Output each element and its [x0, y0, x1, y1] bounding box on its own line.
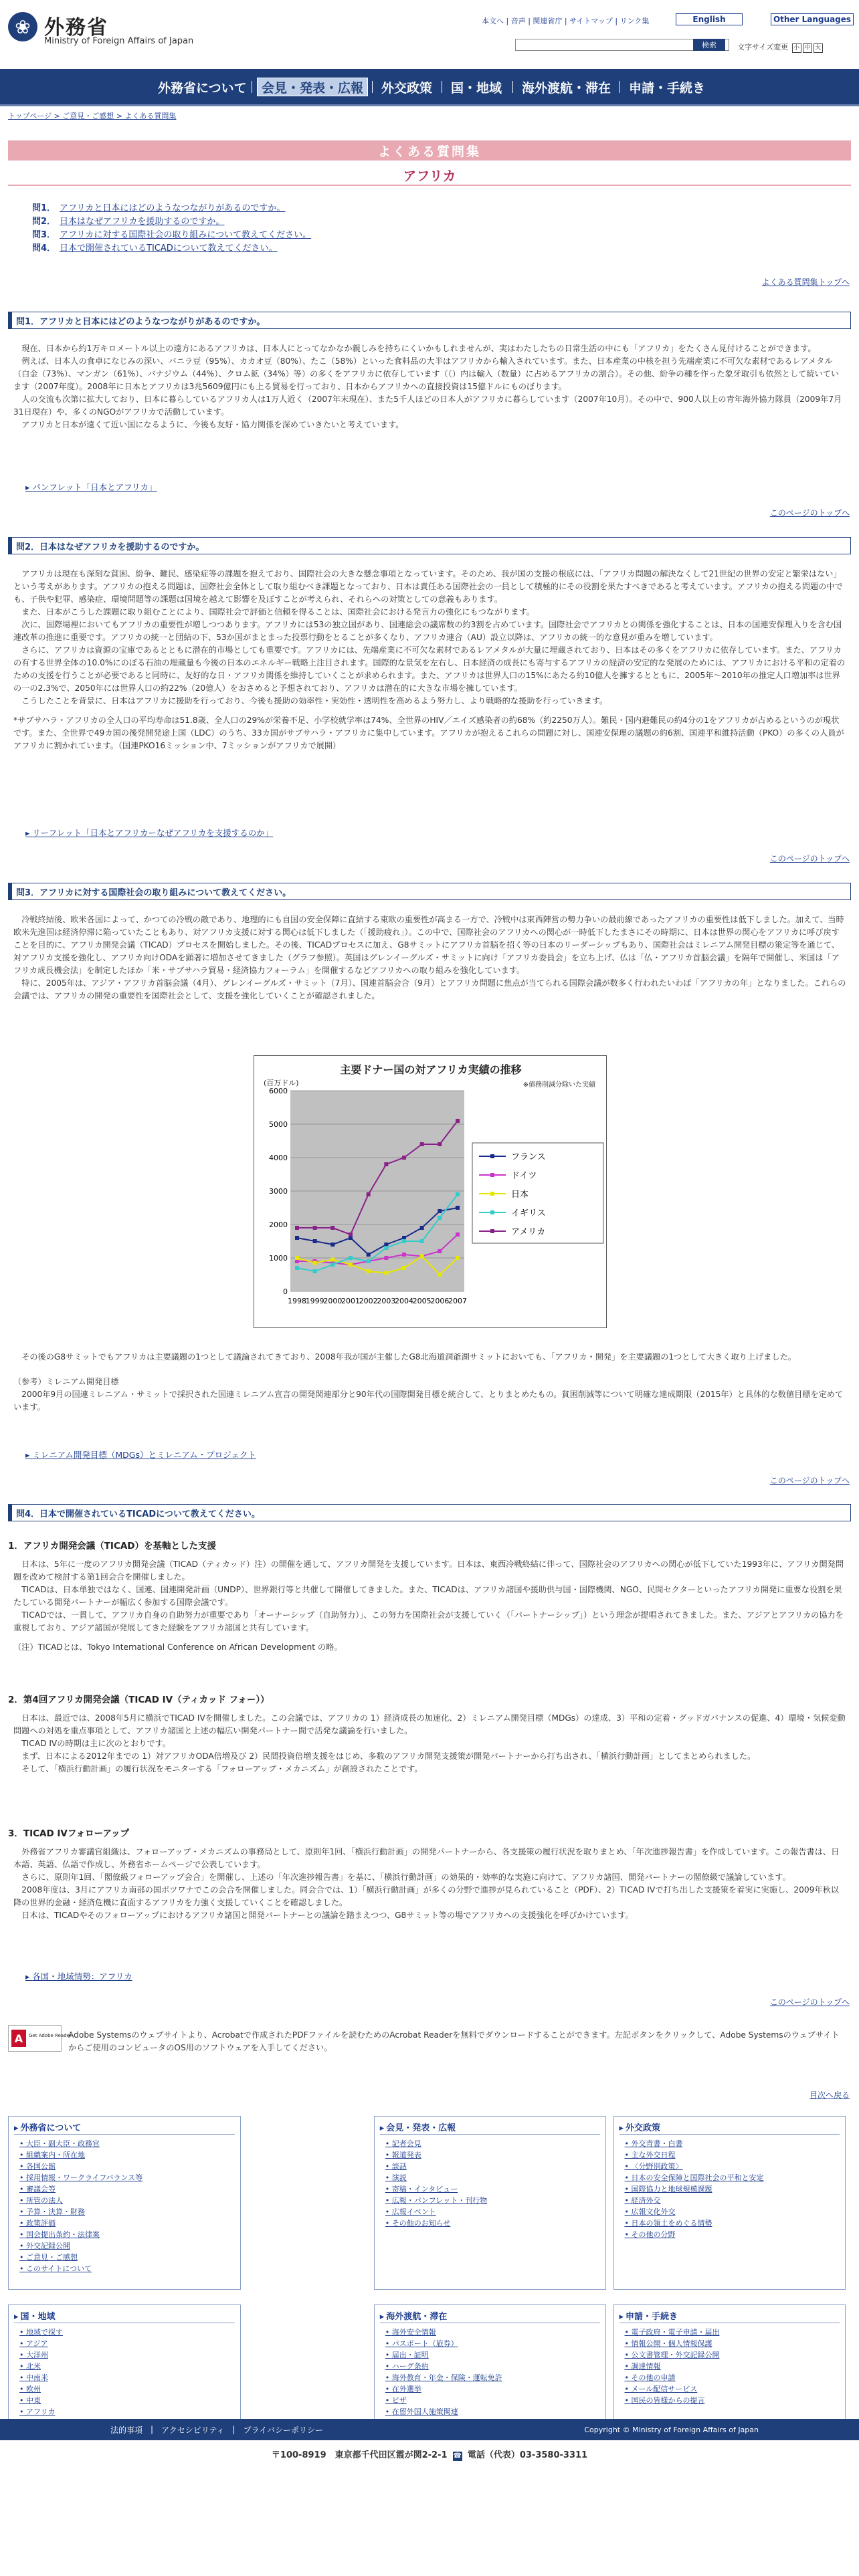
q4-section-3-body	[13, 1846, 846, 1922]
nav-travel[interactable]: 海外渡航・滞在	[522, 80, 611, 96]
logo-title: 外務省	[44, 16, 108, 39]
footer-col-5	[374, 2304, 607, 2432]
footer-link[interactable]: • このサイトについて	[19, 2263, 142, 2274]
q4-note: （注）TICADとは、Tokyo International Conference on African Development の略。	[13, 1642, 343, 1652]
legend-marker	[490, 1154, 494, 1158]
footer-col-title[interactable]: ▸ 外務省について	[14, 2121, 81, 2133]
q2-paragraph: 次に、国際場裡においてもアフリカの重要性が増しつつあります。アフリカには53の独立国があり、国連総会の議席数の約3割を占めています。国際社会でアフリカとの関係を強化することは、日本の国連安保理入りを含む国連改革の推進に重要です。アフリカの統一と団結の下、53か国がまとまった投票行動をとることが多くなり、アフリカ連合（AU）設立以降は、アフリカの統一的な意見が重みを増しています。	[13, 620, 842, 642]
y-tick-label: 3000	[269, 1187, 288, 1196]
data-point	[420, 1142, 424, 1146]
q2-leaflet-link[interactable]: ▸ リーフレット「日本とアフリカーなぜアフリカを支援するのか」	[25, 827, 273, 839]
toc-link[interactable]: アフリカと日本にはどのようなつながりがあるのですか。	[60, 203, 286, 213]
footer-link[interactable]: • 日本の安全保障と国際社会の平和と安定	[625, 2172, 764, 2183]
footer-link[interactable]: • 大臣・副大臣・政務官	[19, 2138, 142, 2149]
footer-link[interactable]: • 予算・決算・財務	[19, 2206, 142, 2218]
data-point	[402, 1253, 406, 1257]
toc-item-q1[interactable]	[32, 201, 311, 214]
q1-heading: 問1．アフリカと日本にはどのようなつながりがあるのですか。	[8, 312, 851, 329]
footer-link[interactable]: • その他のお知らせ	[385, 2218, 487, 2229]
site-header	[0, 0, 859, 69]
q2-paragraph: また、日本がこうした課題に取り組むことにより、国際社会で評価と信頼を得ることは、国際社会における発言力の強化にもつながります。	[21, 607, 535, 617]
footer-link[interactable]: • 報道発表	[385, 2149, 487, 2161]
svg-text:A: A	[14, 2032, 23, 2045]
q4-paragraph: 日本は、TICADやそのフォローアップにおけるアフリカ諸国と開発パートナーとの議論を踏まえつつ、G8サミット等の場でアフリカへの支援強化を呼びかけています。	[21, 1911, 634, 1920]
data-point	[295, 1226, 299, 1230]
q3-paragraph: その後のG8サミットでもアフリカは主要議題の1つとして議論されてきており、2008年我が国が主催したG8北海道洞爺湖サミットにおいても、「アフリカ・開発」を主要議題の1つとして大きく取り上げました。	[21, 1352, 796, 1362]
data-point	[313, 1261, 317, 1265]
data-point	[402, 1239, 406, 1243]
chart-subtitle: ※債務削減分除いた実績	[522, 1081, 595, 1089]
x-tick-label: 2002	[359, 1297, 378, 1305]
footer-col-divider	[14, 2134, 235, 2135]
footer-col-title[interactable]: ▸ 申請・手続き	[619, 2309, 678, 2322]
data-point	[367, 1192, 371, 1196]
toc-item-q2[interactable]	[32, 214, 311, 227]
data-point	[438, 1249, 442, 1253]
y-tick-label: 4000	[269, 1154, 288, 1162]
footer-link[interactable]: • 大洋州	[19, 2349, 63, 2361]
q2-paragraph: さらに、アフリカは資源の宝庫であるとともに潜在的市場としても重要です。アフリカには、先端産業に不可欠な素材であるレアメタルが大量に埋蔵されており、日本はその多くをアフリカに依存しています。また、アフリカの有する世界全体の10.0%にのぼる石油の埋蔵量も今後の日本のエネルギー戦略上注目されます。国際的な景気を左右し、日本経済の成長にも寄与するアフリカの経済の安定的な発展のためには、アフリカにおける平和の定着のための支援を行うことが必要であると同時に、友好的な日・アフリカ関係を維持していくことが求められます。また、アフリカは世界人口の15%にあたる約10億人を擁するとともに、2005年〜2010年の推定人口増加率は世界の一の2.3%で、2050年には世界人口の約22%（20億人）をおさめると予想されており、アフリカは潜在的に大きな市場を擁しています。	[13, 645, 846, 693]
data-point	[456, 1119, 460, 1123]
title-underline	[8, 185, 851, 186]
nav-policy[interactable]: 外交政策	[381, 80, 433, 96]
q3-ref-text: 2000年9月の国連ミレニアム・サミットで採択された国連ミレニアム宣言の開発関連部分と90年代の国際開発目標を統合して、とりまとめたもの。貧困削減等について明確な達成期限（2015年）と具体的な数値目標を定めています。	[13, 1390, 844, 1412]
q4-paragraph: 外務省アフリカ審議官組織は、フォローアップ・メカニズムの事務局として、原則年1回、「横浜行動計画」の開発パートナーから、各支援策の履行状況を取りまとめ、「年次進捗報告書」を作成しています。この報告書は、日本語、英語、仏語で作成し、外務省ホームページで公表しています。	[13, 1847, 840, 1869]
section-band: よくある質問集	[8, 140, 851, 160]
data-point	[313, 1269, 317, 1273]
data-point	[438, 1209, 442, 1213]
data-point	[313, 1239, 317, 1243]
logo-subtitle: Ministry of Foreign Affairs of Japan	[44, 36, 194, 46]
footer-link[interactable]: • 在留外国人施策関連	[385, 2406, 502, 2418]
utility-links[interactable]	[482, 15, 649, 26]
data-point	[384, 1246, 388, 1250]
footer-link[interactable]: • パスポート（旅券）	[385, 2338, 502, 2349]
footer-link[interactable]: • 情報公開・個人情報保護	[625, 2338, 720, 2349]
q1-body	[13, 342, 846, 431]
q4-heading: 問4．日本で開催されているTICADについて教えてください。	[8, 1504, 851, 1521]
legend-label: フランス	[511, 1152, 546, 1162]
legend-label: ドイツ	[511, 1171, 537, 1181]
search-button[interactable]: 検索	[693, 39, 725, 51]
data-point	[438, 1142, 442, 1146]
legend-label: 日本	[511, 1190, 529, 1200]
footer-col-divider	[380, 2134, 601, 2135]
page-title: アフリカ	[403, 168, 456, 184]
data-point	[295, 1236, 299, 1240]
footer-link[interactable]: • ビザ	[385, 2395, 502, 2406]
footer-link[interactable]: • 広報イベント	[385, 2206, 487, 2218]
toc-link[interactable]: アフリカに対する国際社会の取り組みについて教えてください。	[60, 230, 312, 240]
footer-link[interactable]: • 海外教育・年金・保険・運転免許	[385, 2372, 502, 2383]
q3-mdgs-link[interactable]: ▸ ミレニアム開発目標（MDGs）とミレニアム・プロジェクト	[25, 1448, 256, 1461]
y-tick-label: 2000	[269, 1220, 288, 1229]
q4-section-2-body	[13, 1712, 846, 1776]
footer-link-legal[interactable]: 法的事項	[110, 2425, 143, 2435]
footer-link[interactable]: • 調達情報	[625, 2361, 720, 2372]
footer-link[interactable]: • 外交記録公開	[19, 2240, 142, 2252]
footer-link[interactable]: • 在外選挙	[385, 2383, 502, 2395]
data-point	[349, 1263, 353, 1267]
q1-paragraph: 人の交流も次第に拡大しており、日本に暮らしているアフリカ人は1万人近く（2007年末現在）、また5千人ほどの日本人がアフリカに暮らしています（2007年10月）。その中で、900人以上の青年海外協力隊員（2009年7月31日現在）や、多くのNGOがアフリカで活動しています。	[13, 395, 842, 417]
q4-section-3-title: 3．TICAD IVフォローアップ	[8, 1828, 130, 1839]
q4-paragraph: TICADでは、一貫して、アフリカ自身の自助努力が重要であり「オーナーシップ（自助努力）」、この努力を国際社会が支援していく（「パートナーシップ」）という理念が提唱されてきました。また、アジアとアフリカの協力を重視しており、アジア諸国が発展してきた経験をアフリカ諸国と共有しています。	[13, 1610, 844, 1632]
q1-paragraph: アフリカと日本が遠くて近い国になるように、今後も友好・協力関係を深めていきたいと考えています。	[21, 420, 404, 429]
toc-num: 問3．	[32, 230, 56, 240]
footer-link[interactable]: • 寄稿・インタビュー	[385, 2183, 487, 2195]
font-size-label: 文字サイズ変更	[737, 43, 789, 51]
toc-item-q3[interactable]	[32, 227, 311, 241]
footer-col-title[interactable]: ▸ 国・地域	[14, 2309, 56, 2322]
footer-link[interactable]: • 北米	[19, 2361, 63, 2372]
footer-link[interactable]: • その他の分野	[625, 2229, 764, 2240]
legend-marker	[490, 1210, 494, 1214]
footer-col-items	[19, 2138, 142, 2274]
x-tick-label: 2006	[430, 1297, 450, 1305]
footer-link[interactable]: • 電子政府・電子申請・届出	[625, 2327, 720, 2338]
footer-link[interactable]: • 届出・証明	[385, 2349, 502, 2361]
data-point	[402, 1156, 406, 1160]
footer-col-items	[625, 2327, 720, 2406]
footer-link[interactable]: • 〈分野別政策〉	[625, 2161, 764, 2172]
footer-col-items	[385, 2327, 502, 2429]
q4-paragraph: 日本は、最近では、2008年5月に横浜でTICAD IVを開催しました。この会議では、アフリカの 1）経済成長の加速化、2）ミレニアム開発目標（MDGs）の達成、3）平和の定着・グッドガバナンスの促進、4）環境・気候変動問題への対処を重点事項として、アフリカ諸国と上述の幅広い開発パートナー間で活発な議論を行いました。	[13, 1713, 846, 1735]
footer-col-items	[385, 2138, 487, 2229]
q3-ref-label: （参考）ミレニアム開発目標	[13, 1377, 119, 1386]
data-point	[402, 1266, 406, 1270]
address-text: 〒100-8919 東京都千代田区霞が関2-2-1	[271, 2450, 448, 2460]
phone-icon: ☎	[453, 2452, 462, 2460]
data-point	[313, 1226, 317, 1230]
footer-col-6	[613, 2304, 846, 2432]
data-point	[384, 1162, 388, 1166]
utility-links-text[interactable]: 本文へ | 音声 | 関連省庁 | サイトマップ | リンク集	[482, 17, 650, 25]
data-point	[330, 1258, 335, 1262]
nav-apply[interactable]: 申請・手続き	[629, 80, 706, 96]
chart-svg	[254, 1056, 607, 1329]
footer-link[interactable]: • 各国公館	[19, 2161, 142, 2172]
data-point	[420, 1239, 424, 1243]
global-nav	[0, 69, 859, 106]
phone-text: 電話（代表）03-3580-3311	[467, 2450, 588, 2460]
footer-link[interactable]: • 欧州	[19, 2383, 63, 2395]
footer-col-title[interactable]: ▸ 外交政策	[619, 2121, 661, 2133]
footer-sitemap	[8, 2116, 851, 2434]
english-button[interactable]: English	[676, 13, 743, 25]
toc-num: 問4．	[32, 243, 56, 253]
q2-paragraph: *サブサハラ・アフリカの全人口の平均寿命は51.8歳、全人口の29%が栄養不足、小学校就学率は74%、全世界のHIV／エイズ感染者の約68%（約2250万人）。難民・国内避難民の約4分の1をアフリカが占めるというのが現状です。また、全世界で49カ国の後発開発途上国（LDC）のうち、33カ国がサブサハラ・アフリカに集中しています。アフリカが抱えるこれらの問題に対し、国連安保理の議題の約6割、国連平和維持活動（PKO）の多くの人員がアフリカに割かれています。（国連PKO16ミッション中、7ミッションがアフリカで展開）	[13, 716, 844, 750]
q1-paragraph: 現在、日本から約1万キロメートル以上の遠方にあるアフリカは、日本人にとってなかなか親しみを持ちにくいかもしれませんが、実はわたしたちの日常生活の中にも「アフリカ」をたくさん見付けることができます。	[21, 344, 816, 353]
font-large-button[interactable]: 大	[814, 43, 823, 53]
nav-divider	[372, 81, 373, 93]
data-point	[384, 1256, 388, 1260]
legend-label: イギリス	[511, 1208, 546, 1218]
page-top-link[interactable]: このページのトップへ	[769, 1998, 850, 2007]
footer-link[interactable]: • 公文書管理・外交記録公開	[625, 2349, 720, 2361]
data-point	[456, 1232, 460, 1237]
q3-heading: 問3．アフリカに対する国際社会の取り組みについて教えてください。	[8, 883, 851, 900]
footer-link[interactable]: • 記者会見	[385, 2138, 487, 2149]
nav-about[interactable]: 外務省について	[158, 80, 247, 96]
data-point	[367, 1253, 371, 1257]
get-adobe-reader-button[interactable]	[8, 2025, 72, 2052]
q4-paragraph: TICADは、日本単独ではなく、国連、国連開発計画（UNDP）、世界銀行等と共催して開催してきました。また、TICADは、アフリカ諸国や援助供与国・国際機関、NGO、民間セクターといったアフリカ開発に重要な役割を果たしている開発パートナーが幅広く参加する国際会議です。	[13, 1585, 842, 1607]
data-point	[349, 1256, 353, 1260]
y-tick-label: 1000	[269, 1254, 288, 1263]
q2-paragraph: こうしたことを背景に、日本はアフリカに援助を行っており、今後も援助の効率性・実効性・透明性を高めるよう努力し、より戦略的な援助を行っていきます。	[21, 696, 608, 706]
donor-chart	[254, 1055, 607, 1328]
data-point	[438, 1273, 442, 1277]
emblem-icon: ❀	[8, 12, 37, 41]
footer-link[interactable]: • 所管の法人	[19, 2195, 142, 2206]
footer-link[interactable]: • 地域で探す	[19, 2327, 63, 2338]
footer-link[interactable]: • 政策評価	[19, 2218, 142, 2229]
footer-col-items	[625, 2138, 764, 2240]
q3-paragraph: 特に、2005年は、アジア・アフリカ首脳会議（4月）、グレンイーグルズ・サミット（7月）、国連首脳会合（9月）とアフリカ問題に焦点が当てられる国際会議が数多く行われたいわば「アフリカの年」となりました。これらの会議では、アフリカの開発の重要性を国際社会として、支援を強化していくことが確認されました。	[13, 978, 846, 1000]
q4-paragraph: さらに、原則年1回、「閣僚級フォローアップ会合」を開催し、上述の「年次進捗報告書」を基に、「横浜行動計画」の効果的・効率的な実施に向けて、アフリカ諸国、開発パートナーの閣僚級で議論しています。	[21, 1872, 791, 1882]
font-size-control	[737, 41, 823, 53]
copyright: Copyright © Ministry of Foreign Affairs of Japan	[584, 2425, 759, 2434]
page-top-link[interactable]: このページのトップへ	[769, 854, 850, 863]
footer-link[interactable]: • その他の申請	[625, 2372, 720, 2383]
footer-col-title[interactable]: ▸ 海外渡航・滞在	[380, 2309, 448, 2322]
footer-link[interactable]: • 国会提出条約・法律案	[19, 2229, 142, 2240]
toc-num: 問2．	[32, 217, 56, 227]
q4-section-1-title: 1．アフリカ開発会議（TICAD）を基軸とした支援	[8, 1541, 217, 1551]
footer-link[interactable]: • 主な外交日程	[625, 2149, 764, 2161]
q2-heading: 問2．日本はなぜアフリカを援助するのですか。	[8, 537, 851, 554]
q4-paragraph: 2008年度は、3月にアフリカ南部の国ボツワナでこの会合を開催しました。同会合では、1）「横浜行動計画」が多くの分野で進捗が見られていること（PDF）、2）TICAD IVで打ち出した支援策を着実に実施し、2009年秋以降の世界的金融・経済危機に直面するアフリカを力強く支援していくことを確認しました。	[13, 1885, 839, 1907]
x-tick-label: 2005	[412, 1297, 432, 1305]
q1-pamphlet-link[interactable]: ▸ パンフレット「日本とアフリカ」	[25, 481, 157, 493]
footer-address	[0, 2448, 859, 2461]
q3-body-2	[13, 1351, 846, 1414]
data-point	[384, 1271, 388, 1275]
page-top-link[interactable]: このページのトップへ	[769, 1476, 850, 1485]
footer-link[interactable]: • 外交青書・白書	[625, 2138, 764, 2149]
chart-title: 主要ドナー国の対アフリカ実績の推移	[340, 1063, 522, 1076]
q3-body	[13, 914, 846, 1002]
data-point	[330, 1263, 335, 1267]
x-tick-label: 1998	[288, 1297, 306, 1305]
toc-link[interactable]: 日本はなぜアフリカを援助するのですか。	[60, 217, 225, 227]
footer-col-1	[8, 2116, 241, 2290]
footer-col-divider	[619, 2134, 840, 2135]
q2-paragraph: アフリカは現在も深刻な貧困、紛争、難民、感染症等の課題を抱えており、国際社会の大きな懸念事項となっています。そのため、我が国の支援の根底には、「アフリカ問題の解決なくして21世紀の世界の安定と繁栄はない」という考えがあります。アフリカの抱える問題は、国際社会全体として取り組むべき課題となっており、日本は責任ある国際社会の一員として積極的にその役割を果たすべきであると考えています。アフリカの抱える問題の中でも、子供や犯罪、感染症、環境問題等の課題は国境を越えて影響を及ぼすことが考えられ、それらへの対策としての意義もあります。	[13, 569, 843, 604]
footer-link[interactable]: • 中南米	[19, 2372, 63, 2383]
adobe-notice: Adobe Systemsのウェブサイトより、Acrobatで作成されたPDFファイルを読むためのAcrobat Readerを無料でダウンロードすることができます。左記ボタンをクリックして、Adobe Systemsのウェブサイトからご使用のコンピュータのOS用のソフトウェアを入手してください。	[68, 2030, 840, 2052]
footer-col-title[interactable]: ▸ 会見・発表・広報	[380, 2121, 456, 2133]
data-point	[330, 1243, 335, 1247]
y-tick-label: 0	[283, 1287, 288, 1296]
footer-link[interactable]: • 審議会等	[19, 2183, 142, 2195]
font-small-button[interactable]: 小	[792, 43, 801, 53]
data-point	[367, 1269, 371, 1273]
y-tick-label: 5000	[269, 1120, 288, 1129]
y-tick-label: 6000	[269, 1087, 288, 1095]
x-tick-label: 2001	[341, 1297, 360, 1305]
footer-link-accessibility[interactable]: アクセシビリティ	[161, 2425, 225, 2435]
back-to-top-link[interactable]: 目次へ戻る	[809, 2090, 850, 2100]
footer-link[interactable]: • ご意見・ご感想	[19, 2252, 142, 2263]
footer-link-privacy[interactable]: プライバシーポリシー	[243, 2425, 323, 2435]
legend-label: アメリカ	[511, 1227, 546, 1237]
footer-link[interactable]: • 海外安全情報	[385, 2327, 502, 2338]
nav-region[interactable]: 国・地域	[451, 80, 502, 96]
q1-paragraph: 例えば、日本人の食卓になじみの深い、バニラ豆（95%）、カカオ豆（80%）、たこ（58%）といった食料品の大半はアフリカから輸入されています。また、日本産業の中核を担う先端産業に不可欠な素材であるレアメタル（白金（73%）、マンガン（61%）、バナジウム（44%）、クロム鉱（34%）等）の多くをアフリカに依存しています（（）内は輸入（数量）に占めるアフリカの割合）。その他、紛争の種を作った象牙取引も依然として続いています（2007年度）。2008年に日本とアフリカは3兆5609億円にも上る貿易を行っており、日本からアフリカへの直接投資は15億ドルにものぼります。	[13, 356, 840, 391]
data-point	[438, 1216, 442, 1220]
footer-link[interactable]: • メール配信サービス	[625, 2383, 720, 2395]
q4-paragraph: そして、「横浜行動計画」の履行状況をモニターする「フォローアップ・メカニズム」が創設されたことです。	[21, 1764, 423, 1774]
nav-divider	[512, 81, 513, 93]
footer-link[interactable]: • ハーグ条約	[385, 2361, 502, 2372]
data-point	[456, 1192, 460, 1196]
data-point	[456, 1256, 460, 1260]
faq-top-link[interactable]: よくある質問集トップへ	[761, 278, 850, 287]
data-point	[349, 1232, 353, 1237]
adobe-reader-icon	[9, 2026, 72, 2051]
nav-divider	[619, 81, 620, 93]
q4-section-1-body	[13, 1558, 846, 1654]
footer-link[interactable]: • 日本の領土をめぐる情勢	[625, 2218, 764, 2229]
q4-africa-link[interactable]: ▸ 各国・地域情勢：アフリカ	[25, 1970, 132, 1982]
q4-paragraph: 日本は、5年に一度のアフリカ開発会議（TICAD（ティカッド）注）の開催を通して、アフリカ開発を支援しています。日本は、東西冷戦終結に伴って、国際社会のアフリカへの関心が低下していた1993年に、アフリカ開発問題を改めて検討する第1回会合を開催しました。	[13, 1560, 844, 1582]
footer-link[interactable]: • 経済外交	[625, 2195, 764, 2206]
footer-link[interactable]: • アフリカ	[19, 2406, 63, 2418]
footer-col-2	[374, 2116, 607, 2290]
footer-link[interactable]: • 国際協力と地球規模課題	[625, 2183, 764, 2195]
x-tick-label: 2000	[323, 1297, 343, 1305]
footer-link[interactable]: • 採用情報・ワークライフバランス等	[19, 2172, 142, 2183]
data-point	[420, 1255, 424, 1259]
legend-marker	[490, 1192, 494, 1196]
footer-bar	[0, 2419, 859, 2440]
toc-num: 問1．	[32, 203, 56, 213]
data-point	[295, 1256, 299, 1260]
data-point	[367, 1259, 371, 1263]
q4-paragraph: まず、日本による2012年までの 1）対アフリカODA倍増及び 2）民間投資倍増支援をはじめ、多数のアフリカ開発支援策が開発パートナーから打ち出され、「横浜行動計画」としてまとめられました。	[21, 1751, 756, 1761]
question-index	[32, 201, 311, 254]
data-point	[295, 1266, 299, 1270]
footer-link[interactable]: • 演説	[385, 2172, 487, 2183]
legend-marker	[490, 1173, 494, 1177]
footer-link[interactable]: • 国民の皆様からの提言	[625, 2395, 720, 2406]
page-top-link[interactable]: このページのトップへ	[769, 508, 850, 518]
q4-paragraph: TICAD IVの時期は主に次のとおりです。	[21, 1739, 171, 1748]
data-point	[330, 1226, 335, 1230]
q3-paragraph: 冷戦終結後、欧米各国によって、かつての冷戦の敵であり、地理的にも自国の安全保障に直結する東欧の重要性が高まる一方で、冷戦中は東西陣営の勢力争いの最前線であったアフリカの重要性は低下しました。加えて、当時欧米先進国は経済停滞に陥っていたこともあり、対アフリカ支援に対する関心は低下しました（「援助疲れ」）。この中で、国際社会のアフリカへの関心が一時低下したまさにその時期に、日本は世界の関心をアフリカに呼び戻すことを目的に、アフリカ開発会議（TICAD）プロセスを開始しました。その後、TICADプロセスに加え、G8サミットにアフリカ首脳を招く等の日本のリーダーシップもあり、国際社会はミレニアム開発目標の策定等を通じて、対アフリカ支援を強化し、アフリカ向けODAを顕著に増加させてきました（グラフ参照）。英国はグレンイーグルズ・サミットに向け「アフリカ委員会」を立ち上げ、仏は「仏・アフリカ首脳会議」を隔年で開催し、米国は「アフリカ成長機会法」を制定したほか「米・サブサハラ貿易・経済協力フォーラム」を開催するなどアフリカへの取り組みを強化しています。	[13, 915, 844, 975]
toc-item-q4[interactable]	[32, 241, 311, 254]
legend-marker	[490, 1229, 494, 1233]
font-medium-button[interactable]: 中	[803, 43, 812, 53]
footer-col-4	[8, 2304, 241, 2432]
other-languages-button[interactable]: Other Languages	[771, 13, 854, 25]
x-tick-label: 1999	[305, 1297, 324, 1305]
footer-link[interactable]: • 広報・パンフレット・刊行物	[385, 2195, 487, 2206]
footer-link[interactable]: • 中東	[19, 2395, 63, 2406]
footer-col-3	[613, 2116, 846, 2290]
chart-ylabel: (百万ドル)	[264, 1079, 299, 1087]
data-point	[456, 1206, 460, 1210]
footer-link[interactable]: • 組織案内・所在地	[19, 2149, 142, 2161]
footer-link[interactable]: • 広報文化外交	[625, 2206, 764, 2218]
footer-link[interactable]: • アジア	[19, 2338, 63, 2349]
breadcrumb[interactable]: トップページ > ご意見・ご感想 > よくある質問集	[8, 112, 177, 120]
nav-press[interactable]: 会見・発表・広報	[257, 78, 368, 96]
x-tick-label: 2004	[395, 1297, 413, 1305]
footer-link[interactable]: • 談話	[385, 2161, 487, 2172]
footer-links: 法的事項 | アクセシビリティ | プライバシーポリシー	[110, 2425, 323, 2435]
q2-body	[13, 568, 846, 752]
svg-text:Get Adobe Reader: Get Adobe Reader	[29, 2033, 72, 2038]
footer-col-items	[19, 2327, 63, 2429]
x-tick-label: 2003	[377, 1297, 396, 1305]
x-tick-label: 2007	[448, 1297, 467, 1305]
q4-section-2-title: 2．第4回アフリカ開発会議（TICAD IV（ティカッド フォー））	[8, 1695, 270, 1705]
toc-link[interactable]: 日本で開催されているTICADについて教えてください。	[60, 243, 278, 253]
data-point	[420, 1226, 424, 1230]
